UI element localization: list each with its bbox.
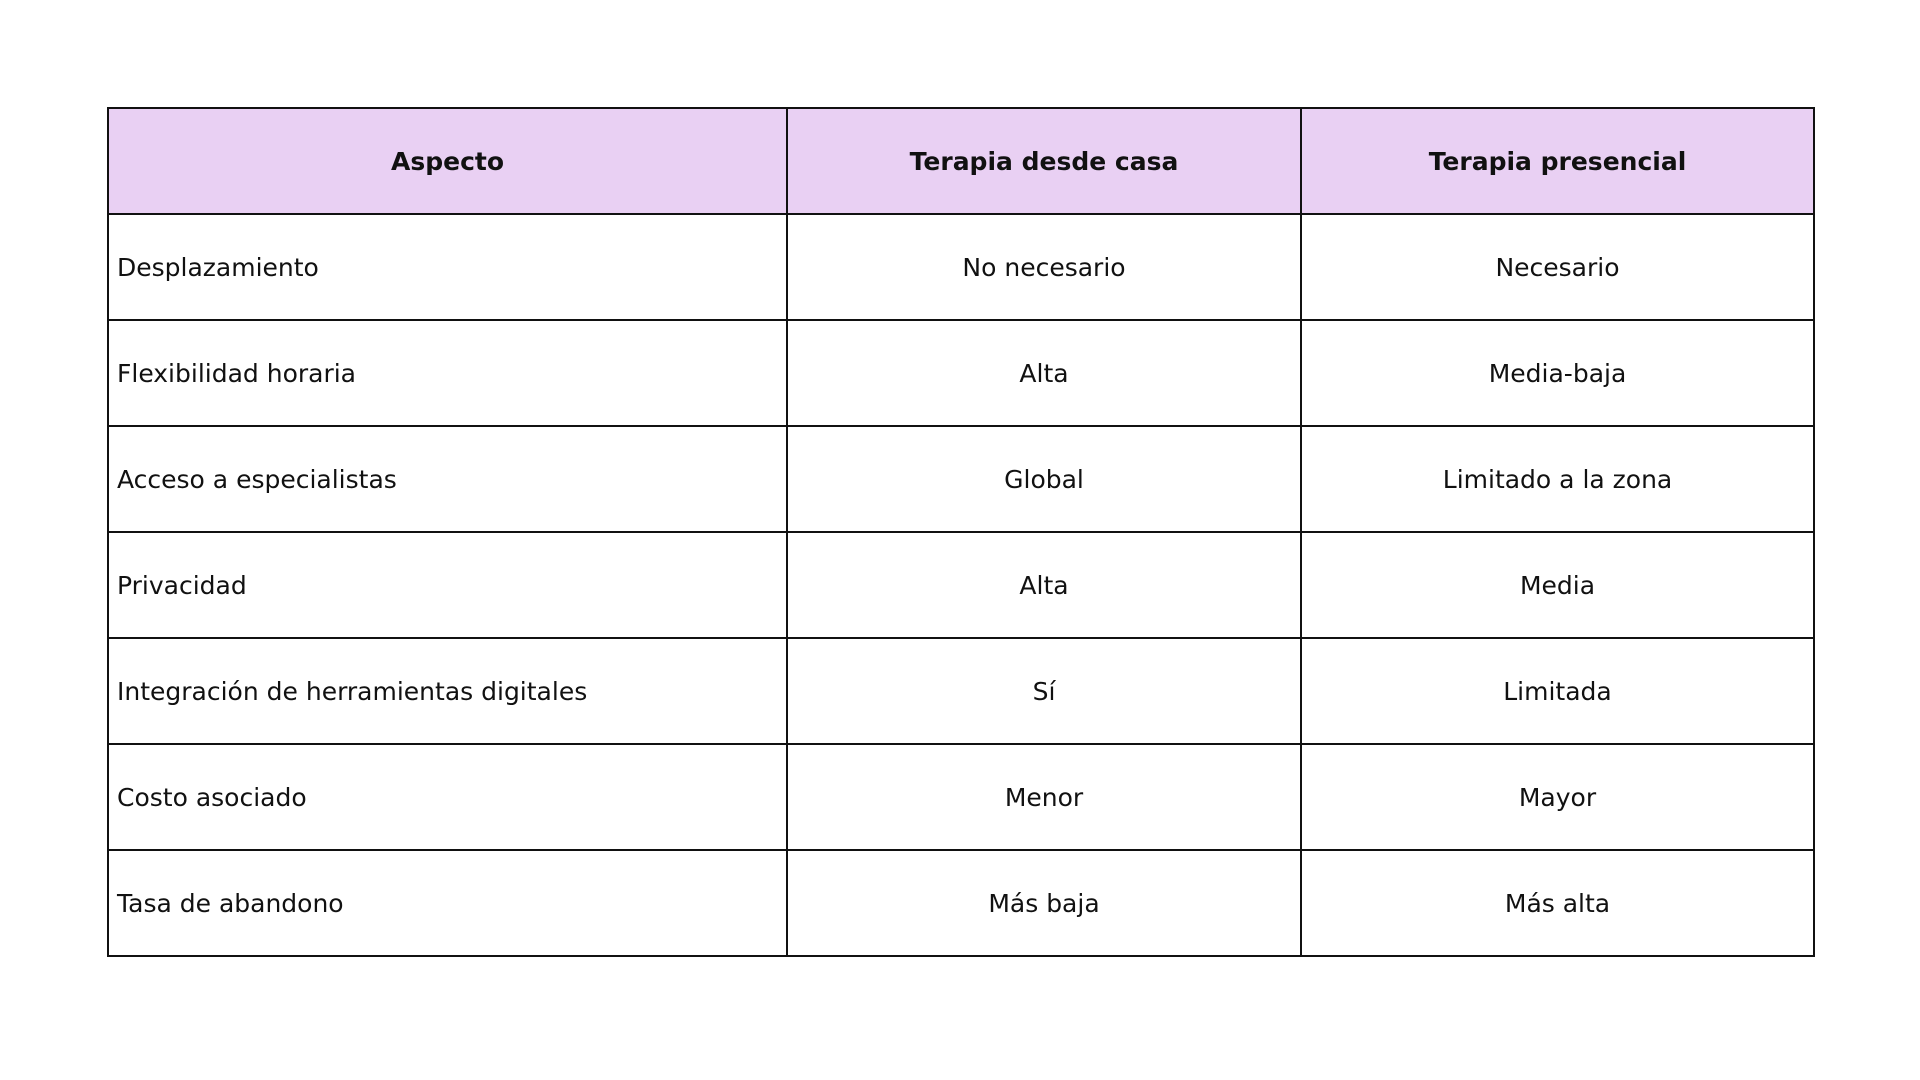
cell-aspect: Flexibilidad horaria	[108, 320, 787, 426]
table-row	[108, 850, 1814, 956]
cell-aspect: Privacidad	[108, 532, 787, 638]
cell-in-person: Limitada	[1301, 638, 1814, 744]
table-row	[108, 426, 1814, 532]
table-row	[108, 744, 1814, 850]
cell-in-person: Media-baja	[1301, 320, 1814, 426]
cell-aspect: Costo asociado	[108, 744, 787, 850]
cell-in-person: Necesario	[1301, 214, 1814, 320]
table-row	[108, 638, 1814, 744]
cell-aspect: Tasa de abandono	[108, 850, 787, 956]
cell-home: No necesario	[787, 214, 1301, 320]
header-terapia-presencial: Terapia presencial	[1301, 108, 1814, 214]
cell-home: Más baja	[787, 850, 1301, 956]
table-row	[108, 320, 1814, 426]
table-row	[108, 532, 1814, 638]
cell-home: Global	[787, 426, 1301, 532]
cell-home: Alta	[787, 532, 1301, 638]
header-terapia-desde-casa: Terapia desde casa	[787, 108, 1301, 214]
cell-home: Alta	[787, 320, 1301, 426]
table-row	[108, 214, 1814, 320]
header-row	[108, 108, 1814, 214]
cell-aspect: Integración de herramientas digitales	[108, 638, 787, 744]
cell-home: Menor	[787, 744, 1301, 850]
cell-in-person: Limitado a la zona	[1301, 426, 1814, 532]
cell-aspect: Acceso a especialistas	[108, 426, 787, 532]
cell-aspect: Desplazamiento	[108, 214, 787, 320]
cell-home: Sí	[787, 638, 1301, 744]
comparison-table	[107, 107, 1815, 957]
cell-in-person: Media	[1301, 532, 1814, 638]
header-aspecto: Aspecto	[108, 108, 787, 214]
cell-in-person: Mayor	[1301, 744, 1814, 850]
cell-in-person: Más alta	[1301, 850, 1814, 956]
